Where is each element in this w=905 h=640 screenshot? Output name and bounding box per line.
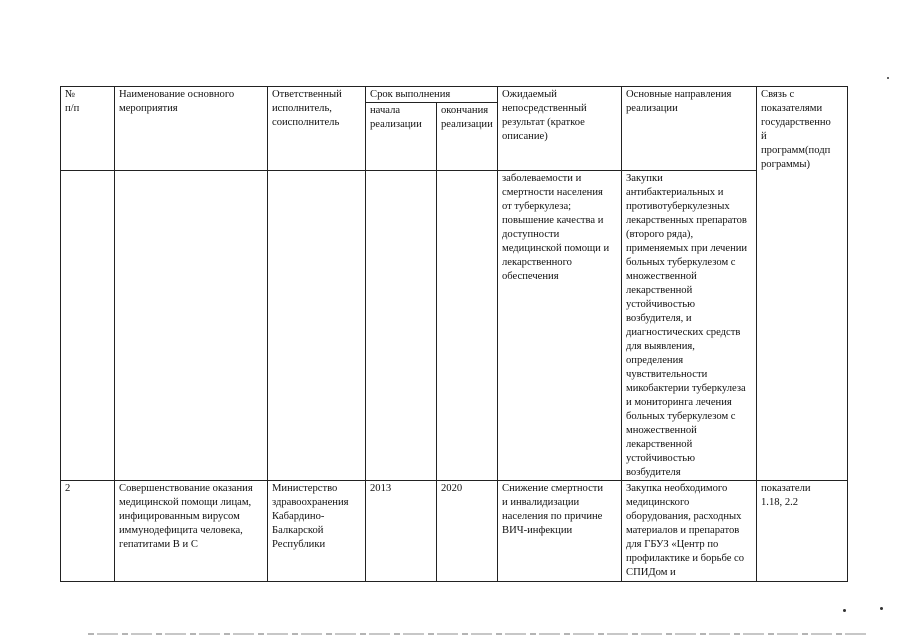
row1-name	[115, 171, 268, 481]
row2-end: 2020	[437, 481, 498, 582]
row2-expected: Снижение смертности и инвалидизации населения по причине ВИЧ-инфекции	[498, 481, 622, 582]
header-name: Наименование основного мероприятия	[115, 87, 268, 171]
scan-speck	[880, 607, 883, 610]
table-row	[61, 171, 848, 481]
header-directions: Основные направления реализации	[622, 87, 757, 171]
row1-responsible	[268, 171, 366, 481]
scan-speck	[887, 77, 889, 79]
scan-edge-line	[88, 633, 868, 635]
header-num: № п/п	[61, 87, 115, 171]
scan-speck	[843, 609, 846, 612]
header-term-start: начала реализации	[366, 103, 437, 171]
row2-start: 2013	[366, 481, 437, 582]
header-row-top	[61, 87, 848, 103]
header-responsible: Ответственный исполнитель, соисполнитель	[268, 87, 366, 171]
row1-directions: Закупки антибактериальных и противотуберкулезных лекарственных препаратов (второго ряда), применяемых при лечении больных туберкулезом с множественной лекарственной устойчивостью возбудителя, и диагностических средств для выявления, определения чувствительности микобактерии туберкулеза и мониторинга лечения больных туберкулезом с множественной лекарственной устойчивостью возбудителя	[622, 171, 757, 481]
row1-expected: заболеваемости и смертности населения от туберкулеза; повышение качества и доступности медицинской помощи и лекарственного обеспечения	[498, 171, 622, 481]
row2-responsible: Министерство здравоохранения Кабардино- Балкарской Республики	[268, 481, 366, 582]
row2-num: 2	[61, 481, 115, 582]
header-term: Срок выполнения	[366, 87, 498, 103]
header-term-end: окончания реализации	[437, 103, 498, 171]
table-row	[61, 481, 848, 582]
header-link: Связь с показателями государственно й программ(подп рограммы)	[757, 87, 848, 481]
row1-end	[437, 171, 498, 481]
program-table	[60, 86, 848, 582]
row2-name: Совершенствование оказания медицинской помощи лицам, инфицированным вирусом иммунодефицита человека, гепатитами В и С	[115, 481, 268, 582]
row1-start	[366, 171, 437, 481]
row2-directions: Закупка необходимого медицинского оборудования, расходных материалов и препаратов для ГБУЗ «Центр по профилактике и борьбе со СПИДом и	[622, 481, 757, 582]
row1-num	[61, 171, 115, 481]
row2-link: показатели 1.18, 2.2	[757, 481, 848, 582]
header-expected: Ожидаемый непосредственный результат (краткое описание)	[498, 87, 622, 171]
